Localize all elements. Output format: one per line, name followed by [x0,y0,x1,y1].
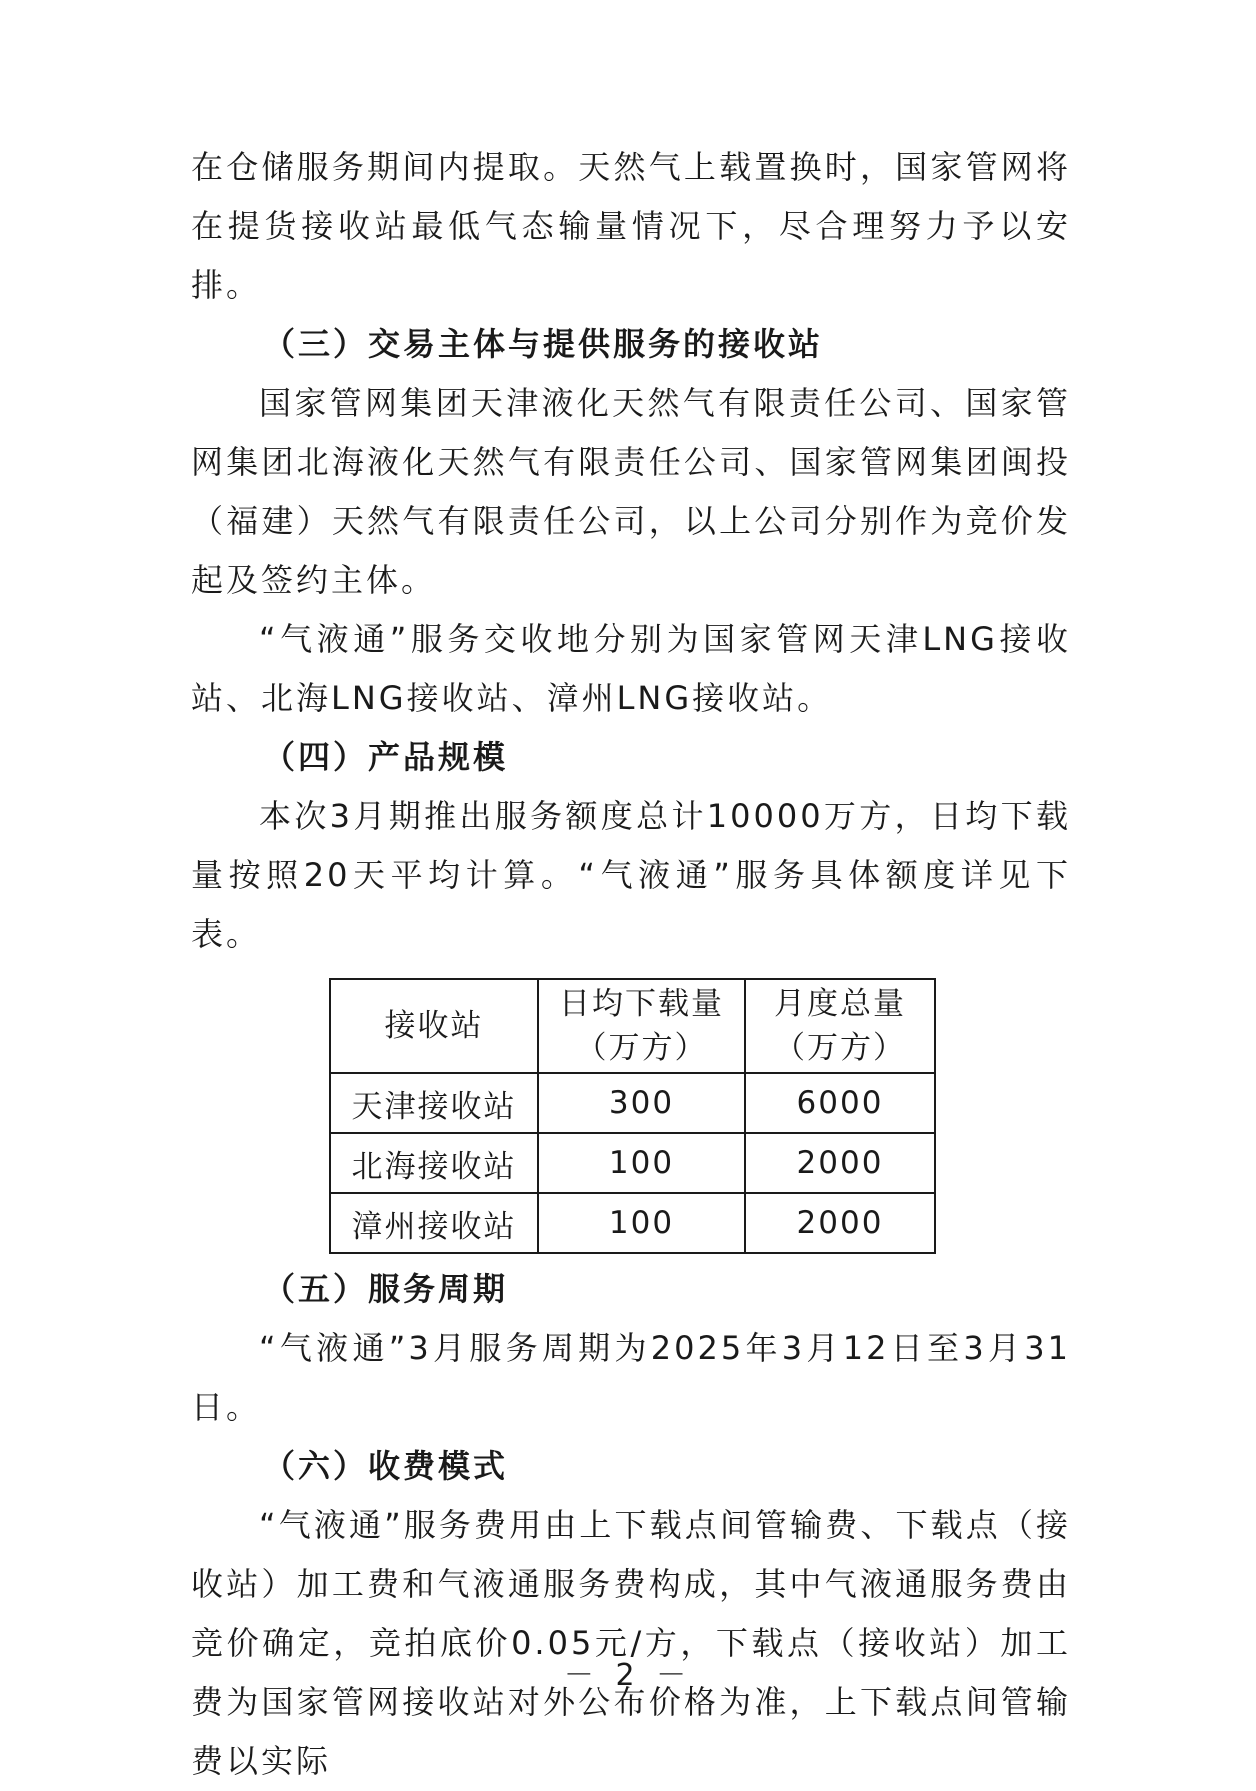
cell-monthly: 2000 [745,1193,935,1253]
table-row [330,1133,935,1193]
section-heading-4: （四）产品规模 [263,738,509,776]
paragraph-fee-model: “气液通”服务费用由上下载点间管输费、下载点（接收站）加工费和气液通服务费构成，其中气液通服务费由竞价确定，竞拍底价0.05元/方，下载点（接收站）加工费为国家管网接收站对外公布价格为准，上下载点间管输费以实际 [191,1506,1071,1780]
section-heading-5: （五）服务周期 [263,1270,509,1308]
cell-station: 北海接收站 [330,1133,538,1193]
paragraph-storage-extraction: 在仓储服务期间内提取。天然气上载置换时，国家管网将在提货接收站最低气态输量情况下，尽合理努力予以安排。 [191,148,1071,304]
paragraph-service-period: “气液通”3月服务周期为2025年3月12日至3月31日。 [191,1329,1071,1426]
quota-table-wrapper [329,978,1071,1254]
table-row [330,1193,935,1253]
document-page [191,138,1071,1791]
table-header-row [330,979,935,1073]
section-heading-3: （三）交易主体与提供服务的接收站 [263,325,824,363]
cell-daily: 100 [538,1133,745,1193]
page-number: － 2 － [563,1658,693,1693]
cell-monthly: 6000 [745,1073,935,1133]
cell-station: 漳州接收站 [330,1193,538,1253]
section-heading-6: （六）收费模式 [263,1447,509,1485]
header-daily-download: 日均下载量 （万方） [538,979,745,1073]
cell-daily: 300 [538,1073,745,1133]
paragraph-product-scale: 本次3月期推出服务额度总计10000万方，日均下载量按照20天平均计算。“气液通”服务具体额度详见下表。 [191,797,1071,953]
header-station: 接收站 [330,979,538,1073]
table-row [330,1073,935,1133]
cell-monthly: 2000 [745,1133,935,1193]
cell-station: 天津接收站 [330,1073,538,1133]
paragraph-delivery-locations: “气液通”服务交收地分别为国家管网天津LNG接收站、北海LNG接收站、漳州LNG接收站。 [191,620,1071,717]
cell-daily: 100 [538,1193,745,1253]
quota-table [329,978,936,1254]
paragraph-trading-entities: 国家管网集团天津液化天然气有限责任公司、国家管网集团北海液化天然气有限责任公司、国家管网集团闽投（福建）天然气有限责任公司，以上公司分别作为竞价发起及签约主体。 [191,384,1071,599]
header-monthly-total: 月度总量 （万方） [745,979,935,1073]
